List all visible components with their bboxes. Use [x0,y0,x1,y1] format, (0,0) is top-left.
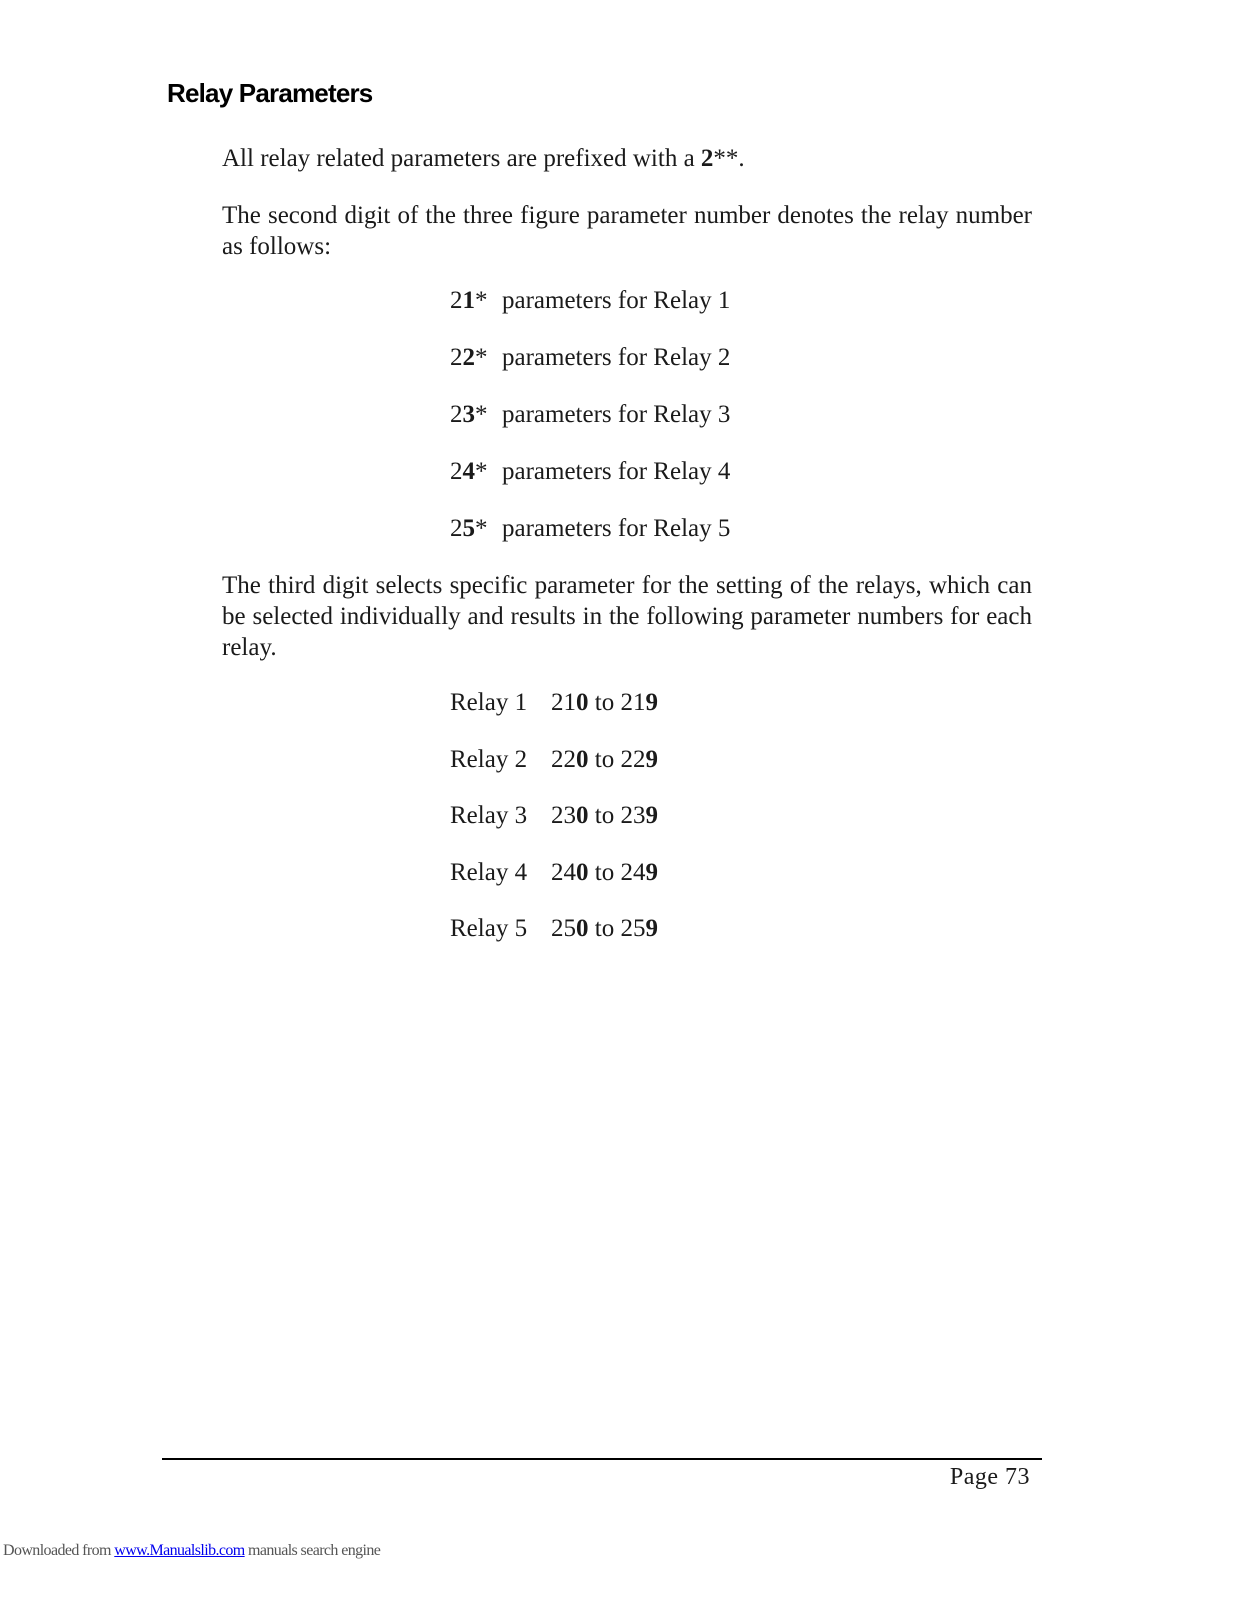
download-footer: Downloaded from www.Manualslib.com manuals search engine [3,1542,381,1559]
section-heading: Relay Parameters [167,78,373,108]
manualslib-link[interactable]: www.Manualslib.com [114,1542,245,1559]
list-item: Relay 3 230 to 239 [450,802,658,829]
list-item: Relay 5 250 to 259 [450,915,658,942]
relay-range-list [450,687,658,970]
page-number: Page 73 [949,1464,1030,1490]
list-item: Relay 1 210 to 219 [450,689,658,716]
third-digit-paragraph: The third digit selects specific parameter for the setting of the relays, which can be selected individually and results in the following parameter numbers for each relay. [222,572,1032,661]
second-digit-paragraph: The second digit of the three figure parameter number denotes the relay number as follows: [222,202,1032,260]
relay-prefix-list [450,285,730,570]
intro-paragraph: All relay related parameters are prefixed with a 2**. [222,145,745,172]
list-item: Relay 4 240 to 249 [450,858,658,886]
list-item: Relay 2 220 to 229 [450,745,658,773]
list-item: 25* parameters for Relay 5 [450,515,731,542]
list-item: 21* parameters for Relay 1 [450,287,731,314]
list-item: 23* parameters for Relay 3 [450,401,731,428]
footer-divider [162,1458,1042,1460]
list-item: 24* parameters for Relay 4 [450,458,731,485]
list-item: 22* parameters for Relay 2 [450,344,731,371]
